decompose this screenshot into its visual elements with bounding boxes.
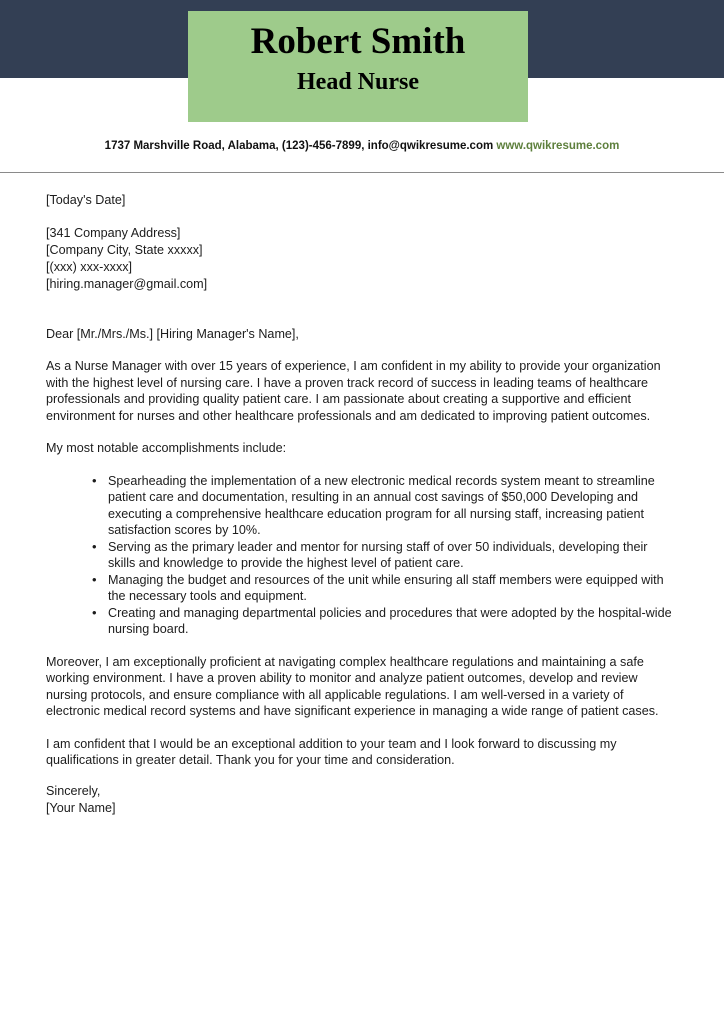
signature-block — [46, 783, 678, 817]
salutation: Dear [Mr./Mrs./Ms.] [Hiring Manager's Name], — [46, 326, 299, 341]
letter-body — [46, 192, 678, 817]
address-line: [341 Company Address] — [46, 225, 181, 240]
recipient-address-block — [46, 225, 678, 293]
signature-name: [Your Name] — [46, 800, 116, 815]
applicant-name: Robert Smith — [250, 21, 466, 62]
list-item: • Spearheading the implementation of a new electronic medical records system meant to streamline patient care and documentation, resulting in an annual cost savings of $50,000 Developing and executing a comprehensive healthcare education program for all nursing staff, increasing patient satisfaction scores by 10%. — [92, 473, 678, 539]
contact-details-text: 1737 Marshville Road, Alabama, (123)-456-7899, info@qwikresume.com — [104, 140, 494, 152]
address-line: [Company City, State xxxxx] — [46, 242, 203, 257]
header-divider — [0, 172, 724, 173]
second-paragraph: Moreover, I am exceptionally proficient at navigating complex healthcare regulations and maintaining a safe working environment. I have a proven ability to monitor and analyze patient outcomes, develop and review nursing protocols, and ensure compliance with all applicable regulations. I am well-versed in a variety of electronic medical record systems and have significant experience in managing a wide range of patient cases. — [46, 654, 659, 718]
name-title-block — [188, 11, 528, 122]
closing-paragraph: I am confident that I would be an exceptional addition to your team and I look forward to discussing my qualifications in greater detail. Thank you for your time and consideration. — [46, 736, 617, 767]
opening-paragraph: As a Nurse Manager with over 15 years of experience, I am confident in my ability to provide your organization with the highest level of nursing care. I have a proven track record of success in leading teams of healthcare professionals and providing quality patient care. I am passionate about creating a supportive and efficient environment for nurses and other healthcare professionals and am dedicated to improving patient outcomes. — [46, 359, 661, 423]
document-header — [0, 0, 724, 172]
accomplishments-list — [46, 473, 678, 638]
date-line: [Today's Date] — [46, 193, 126, 207]
contact-info-line — [0, 140, 724, 152]
list-item: • Creating and managing departmental policies and procedures that were adopted by the hospital-wide nursing board. — [92, 605, 678, 638]
address-line: [(xxx) xxx-xxxx] — [46, 259, 133, 274]
list-item: • Serving as the primary leader and mentor for nursing staff of over 50 individuals, developing their skills and knowledge to provide the highest level of patient care. — [92, 539, 678, 572]
sign-off: Sincerely, — [46, 783, 101, 798]
applicant-job-title: Head Nurse — [297, 69, 419, 95]
address-line: [hiring.manager@gmail.com] — [46, 276, 208, 291]
accomplishments-intro: My most notable accomplishments include: — [46, 441, 287, 455]
website-link[interactable]: www.qwikresume.com — [496, 140, 620, 152]
list-item: • Managing the budget and resources of the unit while ensuring all staff members were equipped with the necessary tools and equipment. — [92, 572, 678, 605]
